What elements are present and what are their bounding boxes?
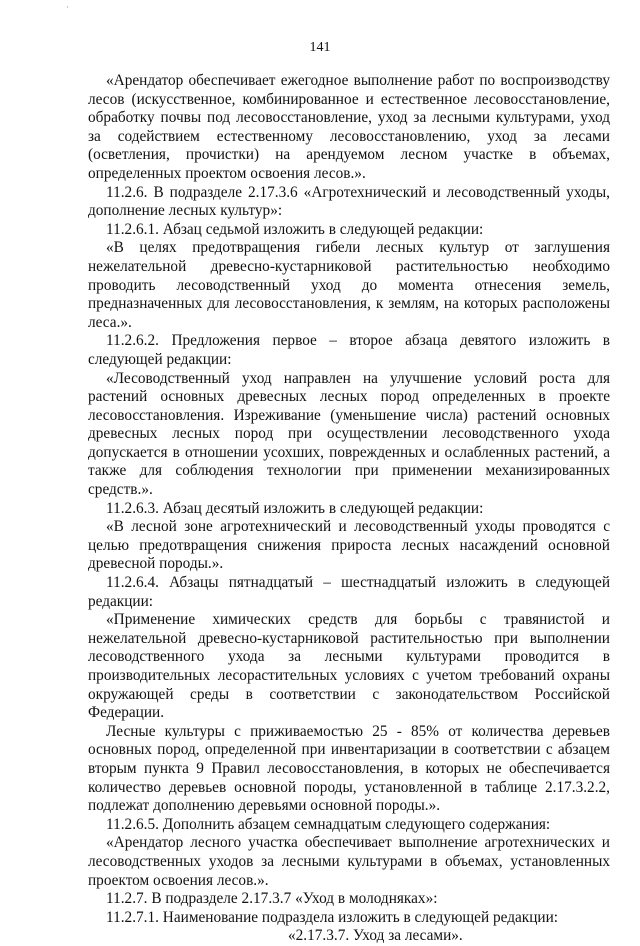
- paragraph-quote-lesovodstvenny: «Лесоводственный уход направлен на улучшение условий роста для растений основных древесных лесных пород определенных в проекте лесовосстановления. Изреживание (уменьшение числа) растений основных древесных лесных пород при осуществлении лесоводственного ухода допускается в отношении усохших, поврежденных и ослабленных растений, а также для соблюдения технологии при применении механизированных средств.».: [88, 369, 610, 499]
- paragraph-11-2-6: 11.2.6. В подразделе 2.17.3.6 «Агротехнический и лесоводственный уходы, дополнение лесных культур»:: [88, 183, 610, 220]
- paragraph-11-2-6-1: 11.2.6.1. Абзац седьмой изложить в следующей редакции:: [106, 220, 484, 238]
- paragraph-11-2-6-2: 11.2.6.2. Предложения первое – второе абзаца девятого изложить в следующей редакции:: [88, 332, 610, 368]
- scan-mark: ·: [66, 2, 69, 12]
- paragraph-quote-lesnoy-zone: «В лесной зоне агротехнический и лесоводственный уходы проводятся с целью предотвращения снижения прироста лесных насаждений основной древесной породы.».: [88, 518, 610, 573]
- paragraph-11-2-6-5: 11.2.6.5. Дополнить абзацем семнадцатым следующего содержания:: [106, 815, 551, 833]
- paragraph-quote-arendator: «Арендатор обеспечивает ежегодное выполнение работ по воспроизводству лесов (искусственное, комбинированное и естественное лесовосстановление, обработку почвы под лесовосстановление, уход за лесными культурами, уход за содействием естественному лесовосстановлению, уход за лесами (осветления, прочистки) на арендуемом лесном участке в объемах, определенных проектом освоения лесов.».: [88, 72, 610, 182]
- paragraph-11-2-7-1: 11.2.7.1. Наименование подраздела изложить в следующей редакции:: [106, 908, 559, 926]
- paragraph-11-2-6-4: 11.2.6.4. Абзацы пятнадцатый – шестнадцатый изложить в следующей редакции:: [88, 574, 610, 610]
- paragraph-11-2-7: 11.2.7. В подразделе 2.17.3.7 «Уход в молодняках»:: [106, 890, 438, 908]
- paragraph-11-2-6-3: 11.2.6.3. Абзац десятый изложить в следующей редакции:: [106, 499, 484, 517]
- paragraph-quote-chemicals: «Применение химических средств для борьбы с травянистой и нежелательной древесно-кустарниковой растительностью при выполнении лесоводственного ухода за лесными культурами проводится в производительных лесорастительных условиях с учетом требований охраны окружающей среды в соответствии с законодательством Российской Федерации.: [88, 611, 610, 722]
- paragraph-new-title: «2.17.3.7. Уход за лесами».: [288, 927, 463, 945]
- document-body: [88, 72, 610, 946]
- page-number: 141: [309, 40, 331, 55]
- paragraph-quote-survival: Лесные культуры с приживаемостью 25 - 85% от количества деревьев основных пород, определенной при инвентаризации в соответствии с абзацем вторым пункта 9 Правил лесовосстановления, в которых не обеспечивается количество деревьев основной породы, установленной в таблице 2.17.3.2.2, подлежат дополнению деревьями основной породы.».: [88, 722, 610, 815]
- paragraph-quote-gibel: «В целях предотвращения гибели лесных культур от заглушения нежелательной древесно-кустарниковой растительностью необходимо проводить лесоводственный уход до момента отнесения земель, предназначенных для лесовосстановления, к землям, на которых расположены леса.».: [88, 239, 610, 331]
- paragraph-quote-tenant: «Арендатор лесного участка обеспечивает выполнение агротехнических и лесоводственных уходов за лесными культурами в объемах, установленных проектом освоения лесов.».: [88, 834, 610, 889]
